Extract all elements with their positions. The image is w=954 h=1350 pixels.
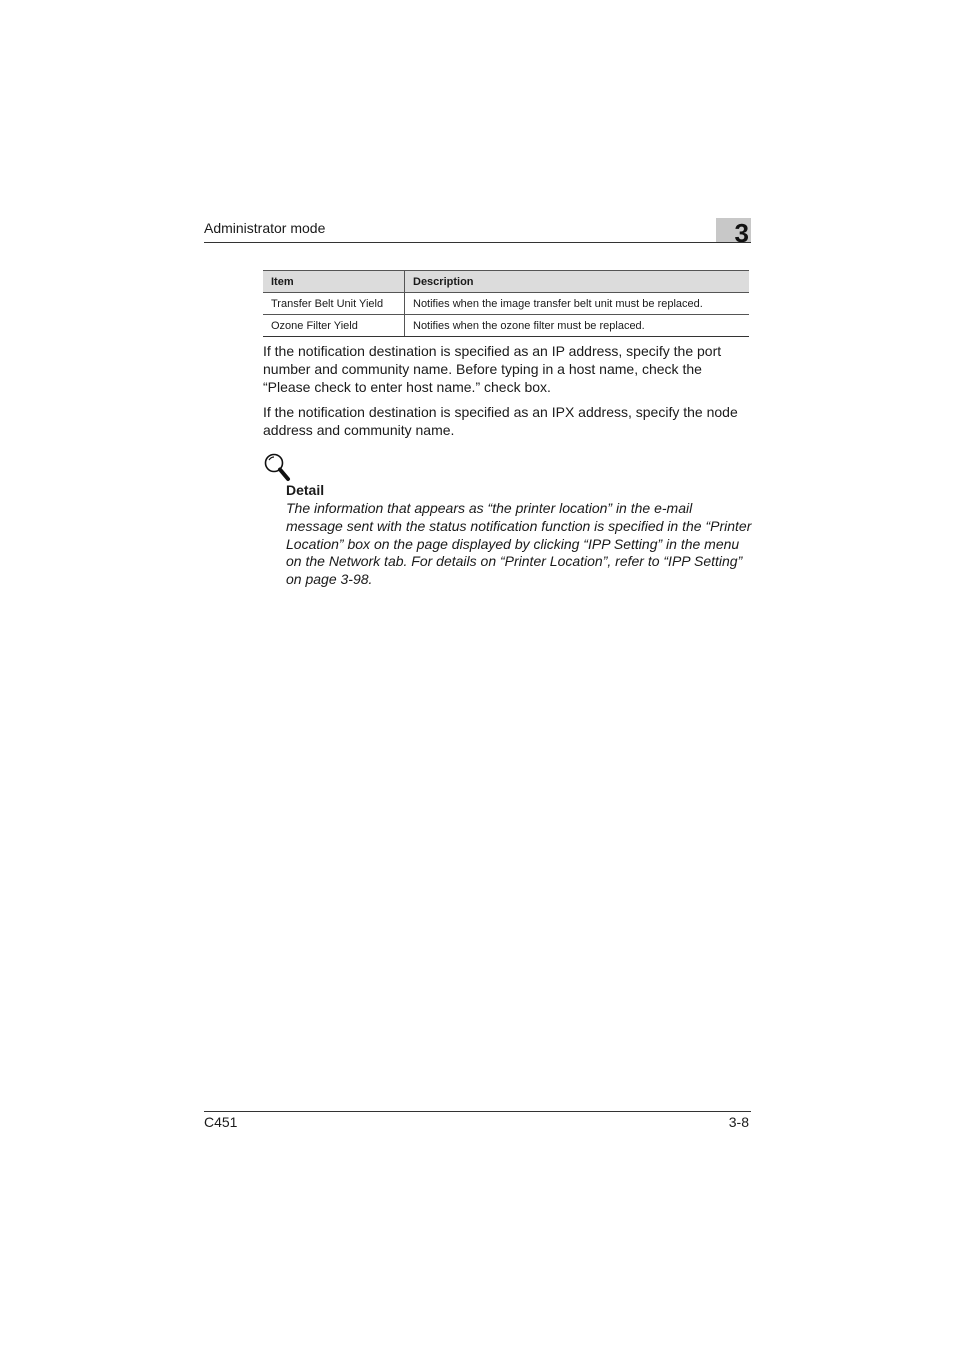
header-title: Administrator mode (204, 220, 326, 236)
body-paragraph-ip: If the notification destination is specified as an IP address, specify the port number and community name. Before typing in a host name, check the “Please check to enter host name.” check box. (263, 343, 722, 395)
magnifier-icon (263, 452, 291, 482)
table-header-row (263, 271, 749, 293)
footer-page-number: 3-8 (728, 1114, 749, 1130)
table-cell-item: Ozone Filter Yield (263, 315, 405, 337)
table-cell-description: Notifies when the image transfer belt unit must be replaced. (405, 293, 750, 315)
table-cell-item: Transfer Belt Unit Yield (263, 293, 405, 315)
chapter-number: 3 (734, 218, 749, 248)
table-row (263, 293, 749, 315)
item-description-table (263, 270, 749, 337)
detail-title: Detail (286, 482, 325, 498)
footer-divider (204, 1111, 751, 1112)
detail-text: The information that appears as “the printer location” in the e-mail message sent with the status notification function is specified in the “Printer Location” box on the page displayed by clicking “IPP Setting” in the menu on the Network tab. For details on “Printer Location”, refer to “IPP Setting” on page 3-98. (286, 500, 752, 588)
body-paragraph-ipx: If the notification destination is specified as an IPX address, specify the node address and community name. (263, 404, 738, 438)
footer-model: C451 (204, 1114, 238, 1130)
column-header-description: Description (405, 271, 750, 293)
table-cell-description: Notifies when the ozone filter must be replaced. (405, 315, 750, 337)
table-row (263, 315, 749, 337)
column-header-item: Item (263, 271, 405, 293)
header-divider (204, 242, 751, 243)
chapter-badge (716, 218, 751, 248)
